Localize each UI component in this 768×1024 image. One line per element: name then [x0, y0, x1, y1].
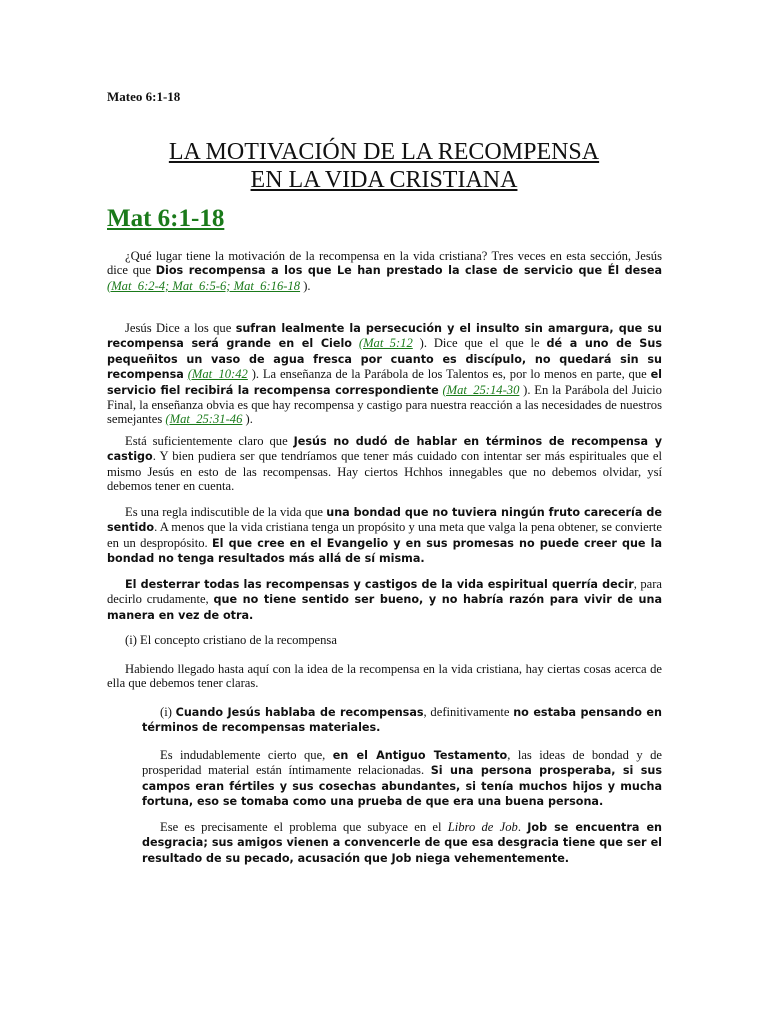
paragraph-8	[142, 748, 662, 810]
p2-bold-1: sufran lealmente la persecución y el insulto sin amargura, que su recompensa será grande en el Cielo	[107, 322, 662, 351]
p2-text-2: ). Dice que el que le	[419, 336, 547, 351]
p2-text-4: ). En la Parábola del Juicio Final, la enseñanza obvia es que hay recompensa y castigo para nuestra reacción a las necesidades de nuestros semejantes	[107, 382, 662, 427]
title-line-1: LA MOTIVACIÓN DE LA RECOMPENSA	[168, 139, 600, 165]
p3-text-1: Está suficientemente claro que	[125, 434, 294, 448]
p9-text-2: .	[517, 820, 528, 834]
scripture-heading: Mat 6:1-18	[107, 205, 225, 232]
p7-text-2: , definitivamente	[423, 705, 514, 719]
p2-text-1: Jesús Dice a los que	[125, 321, 236, 335]
paragraph-1	[107, 249, 662, 293]
p5-text-1: , para decirlo crudamente,	[107, 577, 663, 607]
p8-bold-1: en el Antiguo Testamento	[332, 749, 508, 762]
paragraph-4	[107, 505, 662, 567]
p8-bold-2: Si una persona prosperaba, si sus campos eran fértiles y sus cosechas abundantes, si tenía muchos hijos y mucha fortuna, eso se tomaba como una prueba de que era una buena persona.	[142, 764, 663, 809]
p3-text-2: . Y bien pudiera ser que tendríamos que tener más cuidado con intentar ser más espirituales que el mismo Jesús en esto de las recompensas. Hay ciertos Hchhos innegables que no debemos olvidar, ysí debemos tener en cuenta.	[107, 449, 662, 494]
p2-reference-link-3[interactable]: (Mat_25:14-30	[442, 382, 520, 397]
p1-text-1: ¿Qué lugar tiene la motivación de la recompensa en la vida cristiana? Tres veces en esta sección, Jesús dice que	[107, 249, 662, 278]
p9-bold-1: Job se encuentra en desgracia; sus amigos vienen a convencerle de que esa desgracia tiene que ser el resultado de su pecado, acusación que Job niega vehementemente.	[142, 821, 662, 865]
section-heading: (i) El concepto cristiano de la recompensa	[125, 633, 337, 647]
p2-text-3: ). La enseñanza de la Parábola de los Talentos es, por lo menos en parte, que	[251, 367, 651, 382]
p2-reference-link-1[interactable]: (Mat_5:12	[358, 336, 413, 351]
p4-text-2: . A menos que la vida cristiana tenga un propósito y una meta que valga la pena obtener, se convierte en un despropósito.	[107, 520, 662, 550]
p1-bold-1: Dios recompensa a los que Le han prestado la clase de servicio que Él desea	[155, 264, 662, 278]
p4-bold-1: una bondad que no tuviera ningún fruto carecería de sentido	[107, 506, 662, 535]
p9-text-1: Ese es precisamente el problema que subyace en el	[160, 820, 448, 834]
p2-reference-link-2[interactable]: (Mat_10:42	[187, 367, 248, 382]
title-line-2: EN LA VIDA CRISTIANA	[250, 167, 518, 193]
paragraph-3	[107, 434, 662, 494]
p2-bold-3: el servicio fiel recibirá la recompensa correspondiente	[107, 368, 662, 397]
paragraph-2	[107, 321, 662, 427]
p2-bold-2: dé a uno de Sus pequeñitos un vaso de agua fresca por cuanto es discípulo, no quedará sin su recompensa	[107, 337, 662, 382]
p2-reference-link-4[interactable]: (Mat_25:31-46	[165, 412, 243, 427]
p1-text-2: ).	[303, 278, 311, 293]
p1-reference-link[interactable]: (Mat_6:2-4; Mat_6:5-6; Mat_6:16-18	[107, 278, 301, 293]
p3-bold-1: Jesús no dudó de hablar en términos de recompensa y castigo	[107, 435, 662, 464]
p7-text-1: (i)	[160, 705, 176, 719]
paragraph-9	[142, 820, 662, 866]
p8-text-1: Es indudablemente cierto que,	[160, 748, 333, 762]
p6-text-1: Habiendo llegado hasta aquí con la idea de la recompensa en la vida cristiana, hay ciertas cosas acerca de ella que debemos tener claras.	[107, 662, 662, 691]
p4-text-1: Es una regla indiscutible de la vida que	[125, 505, 327, 519]
paragraph-5	[107, 577, 662, 623]
page-title	[60, 138, 708, 194]
p9-italic-1: Libro de Job	[447, 820, 518, 834]
p5-bold-1: El desterrar todas las recompensas y castigos de la vida espiritual querría decir	[125, 578, 634, 591]
p2-text-5: ).	[245, 412, 253, 427]
p4-bold-2: El que cree en el Evangelio y en sus promesas no puede creer que la bondad no tenga resultados más allá de sí misma.	[107, 536, 662, 566]
p5-bold-2: que no tiene sentido ser bueno, y no habría razón para vivir de una manera en vez de otra.	[107, 593, 663, 622]
p8-text-2: , las ideas de bondad y de prosperidad material están íntimamente relacionadas.	[142, 748, 662, 778]
paragraph-7	[142, 705, 662, 736]
header-reference: Mateo 6:1-18	[107, 89, 181, 104]
p7-bold-1: Cuando Jesús hablaba de recompensas	[175, 706, 424, 719]
paragraph-6	[107, 662, 662, 691]
p7-bold-2: no estaba pensando en términos de recompensas materiales.	[142, 706, 662, 735]
